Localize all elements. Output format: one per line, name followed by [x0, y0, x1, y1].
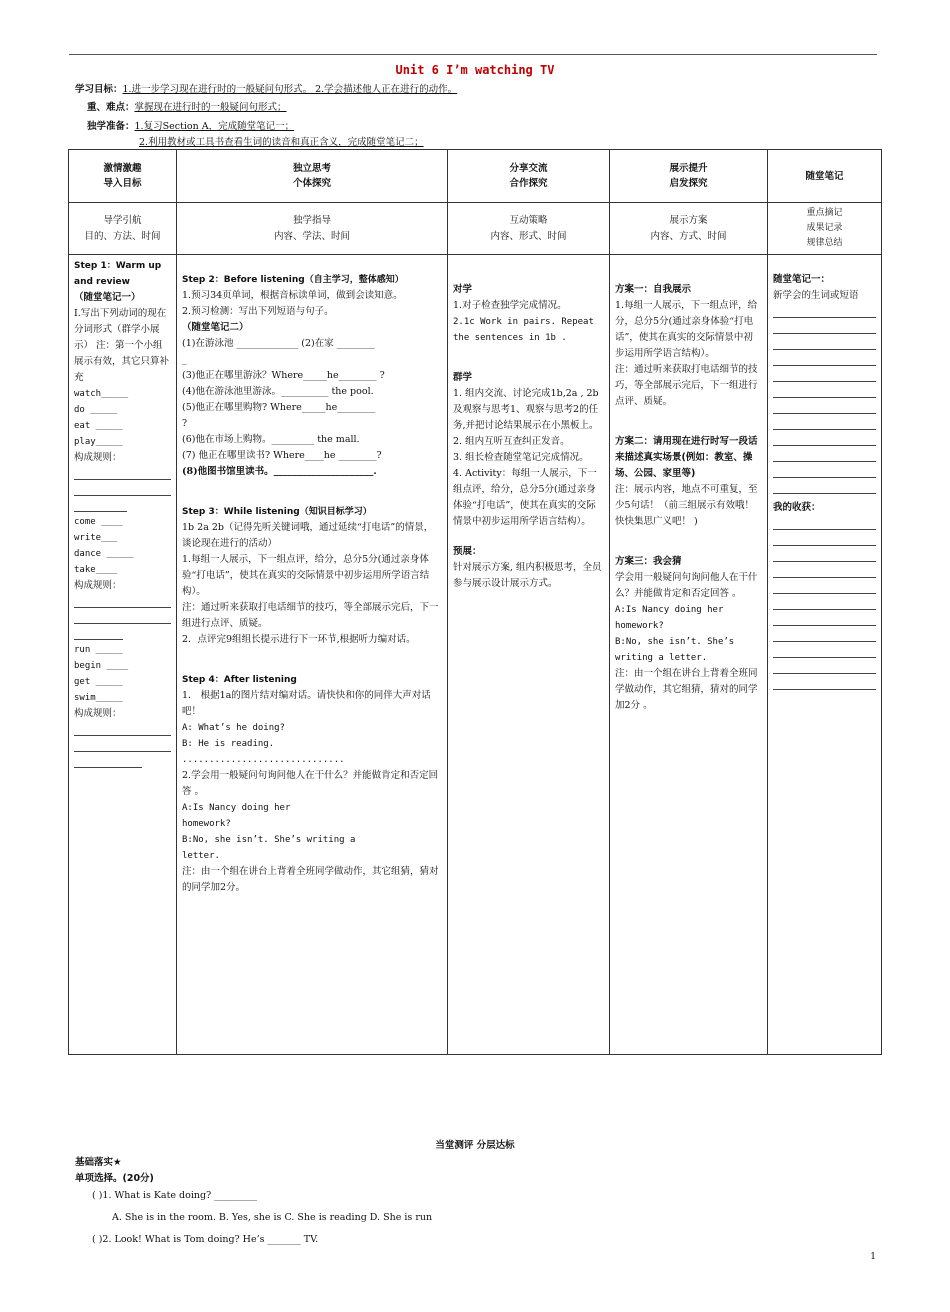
phrase-item: (6)他在市场上购物。_________ the mall. — [182, 434, 360, 445]
blank-line — [74, 722, 171, 736]
phrase-item: (3)他正在哪里游泳？Where_____he________ ? — [182, 370, 385, 381]
note-line — [773, 580, 876, 594]
col2-subheader: 独学指导 内容、学法、时间 — [177, 203, 448, 255]
note-line — [773, 660, 876, 674]
preview-item: 针对展示方案, 组内积极思考，全员参与展示设计展示方式。 — [453, 562, 602, 589]
step3-item: 1b 2a 2b（记得先听关键词哦，通过延续“打电话”的情景，谈论现在进行的活动） — [182, 522, 434, 549]
plan1-item: 注：通过听来获取打电话细节的技巧，等全部展示完后，下一组进行点评、质疑。 — [615, 364, 758, 407]
pair-item: 1.对子检查独学完成情况。 — [453, 300, 567, 311]
key-line — [87, 100, 287, 116]
step2-item: 1.预习34页单词，根据音标读单词，做到会读知意。 — [182, 290, 403, 301]
blank-line — [74, 626, 123, 640]
col2-header: 独立思考 个体探究 — [177, 150, 448, 203]
group-item: 1. 组内交流、讨论完成1b,2a , 2b及观察与思考1、观察与思考2的任务,并把讨论结果展示在小黑板上。 — [453, 388, 599, 431]
note-line — [773, 596, 876, 610]
pair-item: 2.1c Work in pairs. Repeat the sentences in 1b . — [453, 317, 594, 343]
step4-item: 2.学会用一般疑问句询问他人在干什么？并能做肯定和否定回答 。 — [182, 770, 439, 797]
col5-body — [768, 255, 882, 1055]
group-item: 2. 组内互听互查纠正发音。 — [453, 436, 570, 447]
col4-subheader: 展示方案 内容、方式、时间 — [610, 203, 768, 255]
plan3-dialog: B:No, she isn’t. She’s writing a letter. — [615, 637, 735, 663]
plan3-dialog: A:Is Nancy doing her — [615, 605, 724, 615]
dialog-line: A:Is Nancy doing her — [182, 803, 291, 813]
note-line — [773, 368, 876, 382]
blank-line — [74, 498, 127, 512]
note-line — [773, 304, 876, 318]
goals-label: 学习目标： — [75, 84, 123, 95]
question-1-options: A. She is in the room. B. Yes, she is C. She is reading D. She is run — [112, 1212, 433, 1223]
plan1-item: 1.每组一人展示，下一组点评，给分，总分5分(通过亲身体验“打电话”，使其在真实的交际情景中初步运用所学语言结构）。 — [615, 300, 758, 359]
rule-label: 构成规则： — [74, 580, 122, 591]
verb-item: write___ — [74, 533, 118, 543]
group-item: 4. Activity：每组一人展示，下一组点评，给分，总分5分(通过亲身体验“打电话”，使其在真实的交际情景中初步运用所学语言结构）。 — [453, 468, 597, 527]
note-line — [773, 532, 876, 546]
group-item: 3. 组长检查随堂笔记完成情况。 — [453, 452, 589, 463]
note-line — [773, 336, 876, 350]
note-line — [773, 464, 876, 478]
col3-subheader: 互动策略 内容、形式、时间 — [448, 203, 610, 255]
col1-subheader: 导学引航 目的、方法、时间 — [69, 203, 177, 255]
blank-line — [74, 594, 171, 608]
verb-item: get _____ — [74, 677, 123, 687]
rule-label: 构成规则： — [74, 452, 122, 463]
rule-label: 构成规则： — [74, 708, 122, 719]
exercise-section-title: 当堂测评 分层达标 — [435, 1140, 515, 1151]
col4-body — [610, 255, 768, 1055]
preview-title: 预展： — [453, 546, 482, 557]
note-line — [773, 448, 876, 462]
step4-item: 注：由一个组在讲台上背着全班同学做动作，其它组猜，猜对的同学加2分。 — [182, 866, 439, 893]
step4-item: 1． 根据1a的图片结对编对话。请快快和你的同伴大声对话吧！ — [182, 690, 431, 717]
key-text: 掌握现在进行时的一般疑问句形式； — [134, 102, 287, 113]
goals-text: 1.进一步学习现在进行时的一般疑问句形式。 2.学会描述他人正在进行的动作。 — [122, 84, 458, 95]
pair-title: 对学 — [453, 284, 473, 295]
step1-title: Step 1：Warm up and review — [74, 261, 162, 287]
table-header-row — [69, 150, 882, 203]
step3-item: 注：通过听来获取打电话细节的技巧，等全部展示完后，下一组进行点评、质疑。 — [182, 602, 439, 629]
note-line — [773, 628, 876, 642]
question-1: ( )1. What is Kate doing? _________ — [92, 1190, 257, 1201]
col1-body — [69, 255, 177, 1055]
verb-task: Ⅰ.写出下列动词的现在分词形式（群学小展示） 注：第一个小组展示有效，其它只算补充 — [74, 308, 170, 383]
verb-item: begin ____ — [74, 661, 129, 671]
prep-label: 独学准备： — [87, 121, 135, 132]
dialog-line: letter. — [182, 851, 220, 861]
note2-label: （随堂笔记二） — [182, 322, 249, 333]
dialog-line: B:No, she isn’t. She’s writing a — [182, 835, 356, 845]
plan3-item: 学会用一般疑问句询问他人在干什么？并能做肯定和否定回答 。 — [615, 572, 758, 599]
top-rule — [69, 54, 877, 55]
plan1-title: 方案一：自我展示 — [615, 284, 692, 295]
phrase-item: ? — [182, 418, 188, 429]
single-choice-label: 单项选择。(20分) — [75, 1173, 154, 1184]
prep-line — [87, 119, 294, 135]
lesson-table — [68, 149, 882, 1055]
verb-item: swim_____ — [74, 693, 123, 703]
note-line — [773, 320, 876, 334]
col5-subheader: 重点摘记 成果记录 规律总结 — [768, 203, 882, 255]
plan3-dialog: homework? — [615, 621, 664, 631]
phrase-item: (8)他图书馆里读书。_____________________. — [182, 466, 377, 477]
step2-item: 2.预习检测：写出下列短语与句子。 — [182, 306, 334, 317]
dialog-line: A: What’s he doing? — [182, 723, 285, 733]
verb-item: eat _____ — [74, 421, 123, 431]
note-line — [773, 416, 876, 430]
step3-item: 1.每组一人展示，下一组点评，给分，总分5分(通过亲身体验“打电话”，使其在真实的交际情景中初步运用所学语言结构）。 — [182, 554, 430, 597]
page-title: Unit 6 I’m watching TV — [395, 63, 555, 77]
prep-text-1: 1.复习Section A，完成随堂笔记一； — [134, 121, 295, 132]
verb-item: play_____ — [74, 437, 123, 447]
note-line — [773, 564, 876, 578]
blank-line — [74, 466, 171, 480]
col1-header: 激情激趣 导入目标 — [69, 150, 177, 203]
verb-item: run _____ — [74, 645, 123, 655]
blank-line — [74, 754, 142, 768]
page-number: 1 — [870, 1252, 876, 1262]
gain-title: 我的收获： — [773, 502, 821, 513]
col3-header: 分享交流 合作探究 — [448, 150, 610, 203]
dots-line: .............................. — [182, 755, 345, 765]
note-line — [773, 480, 876, 494]
phrase-item: (7) 他正在哪里读书? Where____he ________? — [182, 450, 382, 461]
blank-line — [74, 482, 171, 496]
note-line — [773, 644, 876, 658]
question-2: ( )2. Look! What is Tom doing? He’s _______ TV. — [92, 1234, 319, 1245]
note-line — [773, 432, 876, 446]
plan2-item: 注：展示内容，地点不可重复，至少5句话！（前三组展示有效哦！快快集思广义吧！ ) — [615, 484, 758, 527]
note1-sub: 新学会的生词或短语 — [773, 290, 859, 301]
col3-body — [448, 255, 610, 1055]
note-line — [773, 400, 876, 414]
goals-line — [75, 82, 457, 98]
col2-body — [177, 255, 448, 1055]
dialog-line: B: He is reading. — [182, 739, 275, 749]
note1-title: 随堂笔记一： — [773, 274, 831, 285]
group-title: 群学 — [453, 372, 473, 383]
prep-text-2: 2.利用教材或工具书查看生词的读音和真正含义，完成随堂笔记二； — [139, 137, 424, 148]
table-body-row — [69, 255, 882, 1055]
phrase-item: _ — [182, 354, 187, 365]
basic-label: 基础落实★ — [75, 1157, 122, 1168]
note-line — [773, 676, 876, 690]
note-line — [773, 548, 876, 562]
note-line — [773, 612, 876, 626]
phrase-item: (4)他在游泳池里游泳。__________ the pool. — [182, 386, 374, 397]
note-line — [773, 516, 876, 530]
note1-label: （随堂笔记一） — [74, 292, 141, 303]
blank-line — [74, 610, 171, 624]
plan2-title: 方案二：请用现在进行时写一段话来描述真实场景(例如：教室、操场、公园、家里等) — [615, 436, 758, 479]
col5-header: 随堂笔记 — [768, 150, 882, 203]
step3-item: 2．点评完9组组长提示进行下一环节,根据听力编对话。 — [182, 634, 416, 645]
phrase-item: (1)在游泳池 _____________ (2)在家 ________ — [182, 338, 375, 349]
dialog-line: homework? — [182, 819, 231, 829]
step3-title: Step 3：While listening（知识目标学习） — [182, 507, 372, 517]
note-line — [773, 384, 876, 398]
blank-line — [74, 738, 171, 752]
verb-item: come ____ — [74, 517, 123, 527]
step2-title: Step 2：Before listening（自主学习，整体感知） — [182, 275, 404, 285]
key-label: 重、难点： — [87, 102, 135, 113]
note-line — [773, 352, 876, 366]
col4-header: 展示提升 启发探究 — [610, 150, 768, 203]
verb-item: do _____ — [74, 405, 118, 415]
plan3-item: 注：由一个组在讲台上背着全班同学做动作，其它组猜，猜对的同学加2分 。 — [615, 668, 758, 711]
phrase-item: (5)他正在哪里购物? Where_____he________ — [182, 402, 376, 413]
table-subheader-row — [69, 203, 882, 255]
verb-item: dance _____ — [74, 549, 134, 559]
plan3-title: 方案三：我会猜 — [615, 556, 682, 567]
verb-item: take____ — [74, 565, 118, 575]
verb-item: watch_____ — [74, 389, 129, 399]
step4-title: Step 4：After listening — [182, 675, 297, 685]
